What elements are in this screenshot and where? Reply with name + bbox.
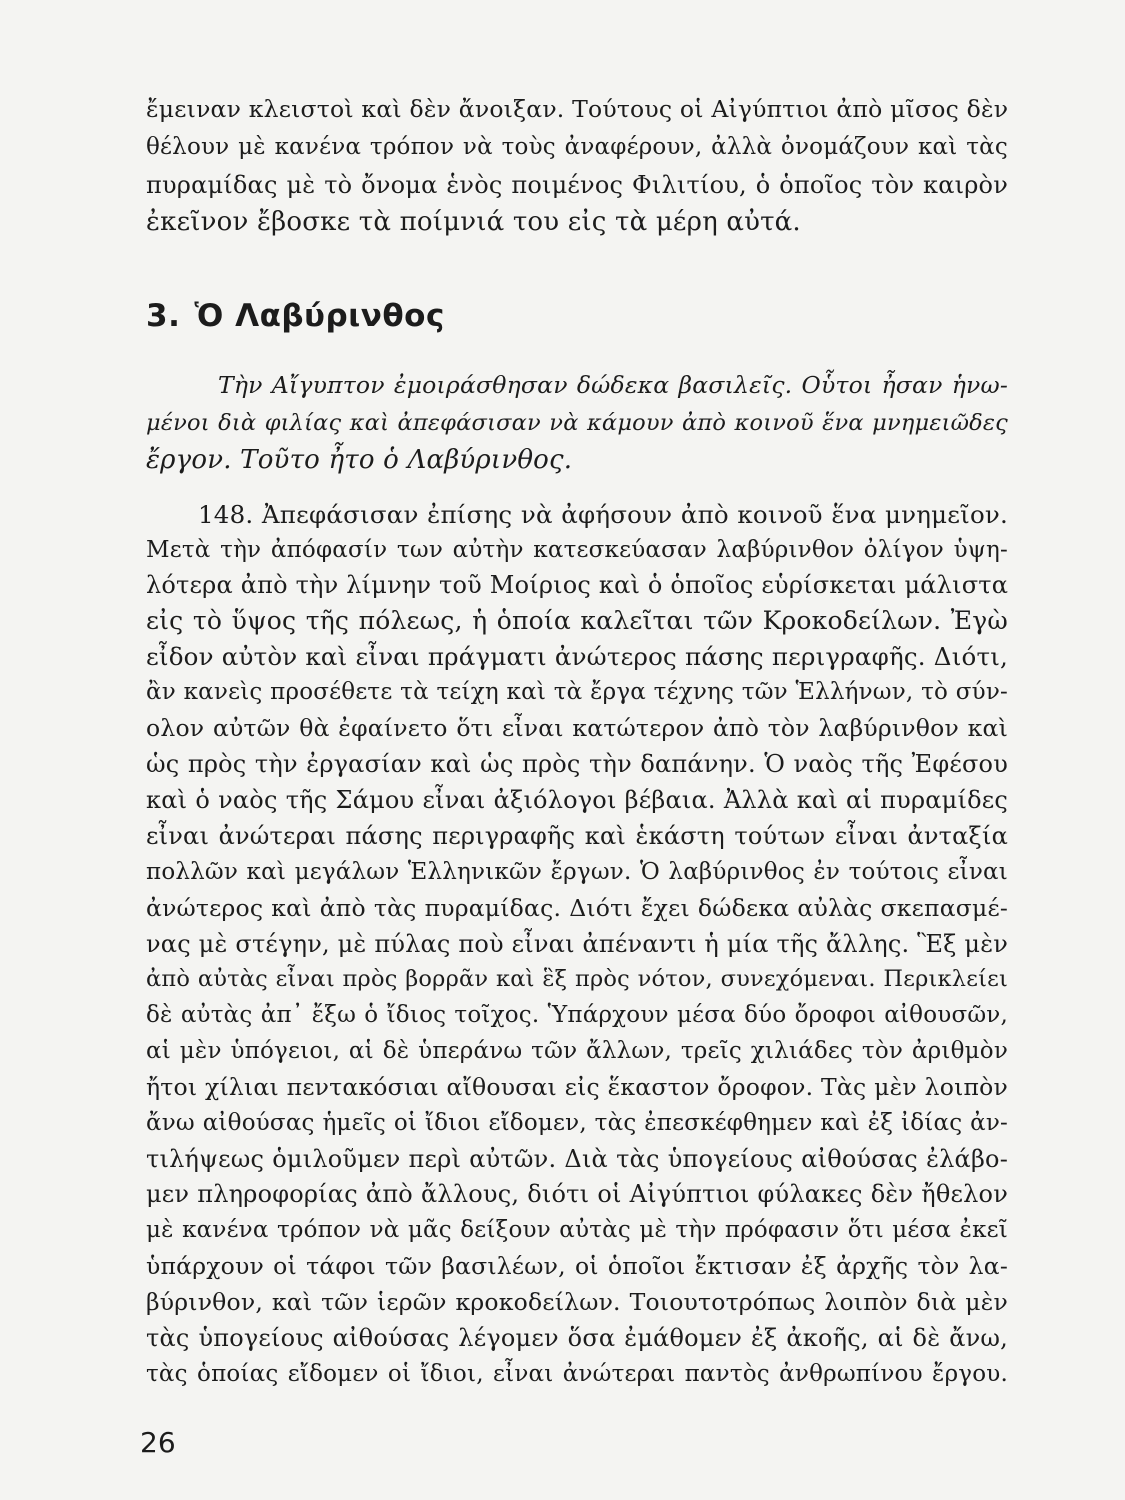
text-line: Μετὰ τὴν ἀπόφασίν των αὐτὴν κατεσκεύασαν λαβύρινθον ὀλίγον ὑψη- bbox=[146, 537, 1008, 563]
section-title: Ὁ Λαβύρινθος bbox=[194, 298, 445, 334]
text-line: μεν πληροφορίας ἀπὸ ἄλλους, διότι οἱ Αἰγύπτιοι φύλακες δὲν ἤθελον bbox=[146, 1180, 1008, 1208]
text-line: λότερα ἀπὸ τὴν λίμνην τοῦ Μοίριος καὶ ὁ ὁποῖος εὑρίσκεται μάλιστα bbox=[146, 571, 1009, 599]
text-line: εἶναι ἀνώτεραι πάσης περιγραφῆς καὶ ἑκάστη τούτων εἶναι ἀνταξία bbox=[146, 822, 1008, 850]
text-line: αἱ μὲν ὑπόγειοι, αἱ δὲ ὑπεράνω τῶν ἄλλων, τρεῖς χιλιάδες τὸν ἀριθμὸν bbox=[146, 1038, 1008, 1064]
text-line: ολον αὐτῶν θὰ ἐφαίνετο ὅτι εἶναι κατώτερον ἀπὸ τὸν λαβύρινθον καὶ bbox=[146, 714, 1008, 742]
text-line: δὲ αὐτὰς ἀπ᾽ ἔξω ὁ ἴδιος τοῖχος. Ὑπάρχουν μέσα δύο ὄροφοι αἰθουσῶν, bbox=[146, 1002, 1008, 1028]
text-line: μὲ κανένα τρόπον νὰ μᾶς δείξουν αὐτὰς μὲ τὴν πρόφασιν ὅτι μέσα ἐκεῖ bbox=[146, 1217, 1008, 1243]
summary-line: ἔργον. Τοῦτο ἦτο ὁ Λαβύρινθος. bbox=[146, 445, 573, 475]
text-line: πολλῶν καὶ μεγάλων Ἑλληνικῶν ἔργων. Ὁ λαβύρινθος ἐν τούτοις εἶναι bbox=[146, 859, 1008, 885]
text-line: θέλουν μὲ κανένα τρόπον νὰ τοὺς ἀναφέρουν, ἀλλὰ ὀνομάζουν καὶ τὰς bbox=[146, 134, 1008, 160]
summary-line: Τὴν Αἴγυπτον ἐμοιράσθησαν δώδεκα βασιλεῖς. Οὗτοι ἦσαν ἡνω- bbox=[218, 371, 1008, 399]
text-line: πυραμίδας μὲ τὸ ὄνομα ἑνὸς ποιμένος Φιλιτίου, ὁ ὁποῖος τὸν καιρὸν bbox=[146, 171, 1008, 199]
text-line: ἀπὸ αὐτὰς εἶναι πρὸς βορρᾶν καὶ ἓξ πρὸς νότον, συνεχόμεναι. Περικλείει bbox=[146, 966, 1008, 992]
text-line: ὑπάρχουν οἱ τάφοι τῶν βασιλέων, οἱ ὁποῖοι ἔκτισαν ἐξ ἀρχῆς τὸν λα- bbox=[146, 1252, 1008, 1280]
text-line: ἄνω αἰθούσας ἡμεῖς οἱ ἴδιοι εἴδομεν, τὰς ἐπεσκέφθημεν καὶ ἐξ ἰδίας ἀν- bbox=[146, 1110, 1008, 1136]
text-line: εἰς τὸ ὕψος τῆς πόλεως, ἡ ὁποία καλεῖται τῶν Κροκοδείλων. Ἐγὼ bbox=[146, 606, 1008, 635]
text-line: ἂν κανεὶς προσέθετε τὰ τείχη καὶ τὰ ἔργα τέχνης τῶν Ἑλλήνων, τὸ σύν- bbox=[146, 679, 1008, 705]
text-line: τιλήψεως ὁμιλοῦμεν περὶ αὐτῶν. Διὰ τὰς ὑπογείους αἰθούσας ἐλάβο- bbox=[146, 1145, 1008, 1173]
section-heading bbox=[146, 296, 445, 336]
text-line: ἀνώτερος καὶ ἀπὸ τὰς πυραμίδας. Διότι ἔχει δώδεκα αὐλὰς σκεπασμέ- bbox=[146, 894, 1008, 922]
text-line: τὰς ὑπογείους αἰθούσας λέγομεν ὅσα ἐμάθομεν ἐξ ἀκοῆς, αἱ δὲ ἄνω, bbox=[146, 1324, 1008, 1352]
text-line: βύρινθον, καὶ τῶν ἱερῶν κροκοδείλων. Τοιουτοτρόπως λοιπὸν διὰ μὲν bbox=[146, 1288, 1008, 1316]
text-line: τὰς ὁποίας εἴδομεν οἱ ἴδιοι, εἶναι ἀνώτεραι παντὸς ἀνθρωπίνου ἔργου. bbox=[146, 1361, 1008, 1387]
text-line: ἐκεῖνον ἔβοσκε τὰ ποίμνιά του εἰς τὰ μέρη αὐτά. bbox=[146, 207, 801, 237]
section-number: 3. bbox=[146, 298, 181, 334]
summary-line: μένοι διὰ φιλίας καὶ ἀπεφάσισαν νὰ κάμουν ἀπὸ κοινοῦ ἕνα μνημειῶδες bbox=[146, 410, 1008, 436]
text-line: εἶδον αὐτὸν καὶ εἶναι πράγματι ἀνώτερος πάσης περιγραφῆς. Διότι, bbox=[146, 642, 1008, 671]
text-line: νας μὲ στέγην, μὲ πύλας ποὺ εἶναι ἀπέναντι ἡ μία τῆς ἄλλης. Ἓξ μὲν bbox=[146, 930, 1009, 958]
page-number: 26 bbox=[140, 1426, 176, 1459]
text-line: καὶ ὁ ναὸς τῆς Σάμου εἶναι ἀξιόλογοι βέβαια. Ἀλλὰ καὶ αἱ πυραμίδες bbox=[146, 786, 1008, 814]
text-line: ἔμειναν κλειστοὶ καὶ δὲν ἄνοιξαν. Τούτους οἱ Αἰγύπτιοι ἀπὸ μῖσος δὲν bbox=[146, 95, 1009, 123]
text-line: 148. Ἀπεφάσισαν ἐπίσης νὰ ἀφήσουν ἀπὸ κοινοῦ ἕνα μνημεῖον. bbox=[198, 500, 1008, 529]
text-line: ὡς πρὸς τὴν ἐργασίαν καὶ ὡς πρὸς τὴν δαπάνην. Ὁ ναὸς τῆς Ἐφέσου bbox=[146, 750, 1008, 778]
text-line: ἤτοι χίλιαι πεντακόσιαι αἴθουσαι εἰς ἕκαστον ὄροφον. Τὰς μὲν λοιπὸν bbox=[146, 1073, 1008, 1101]
